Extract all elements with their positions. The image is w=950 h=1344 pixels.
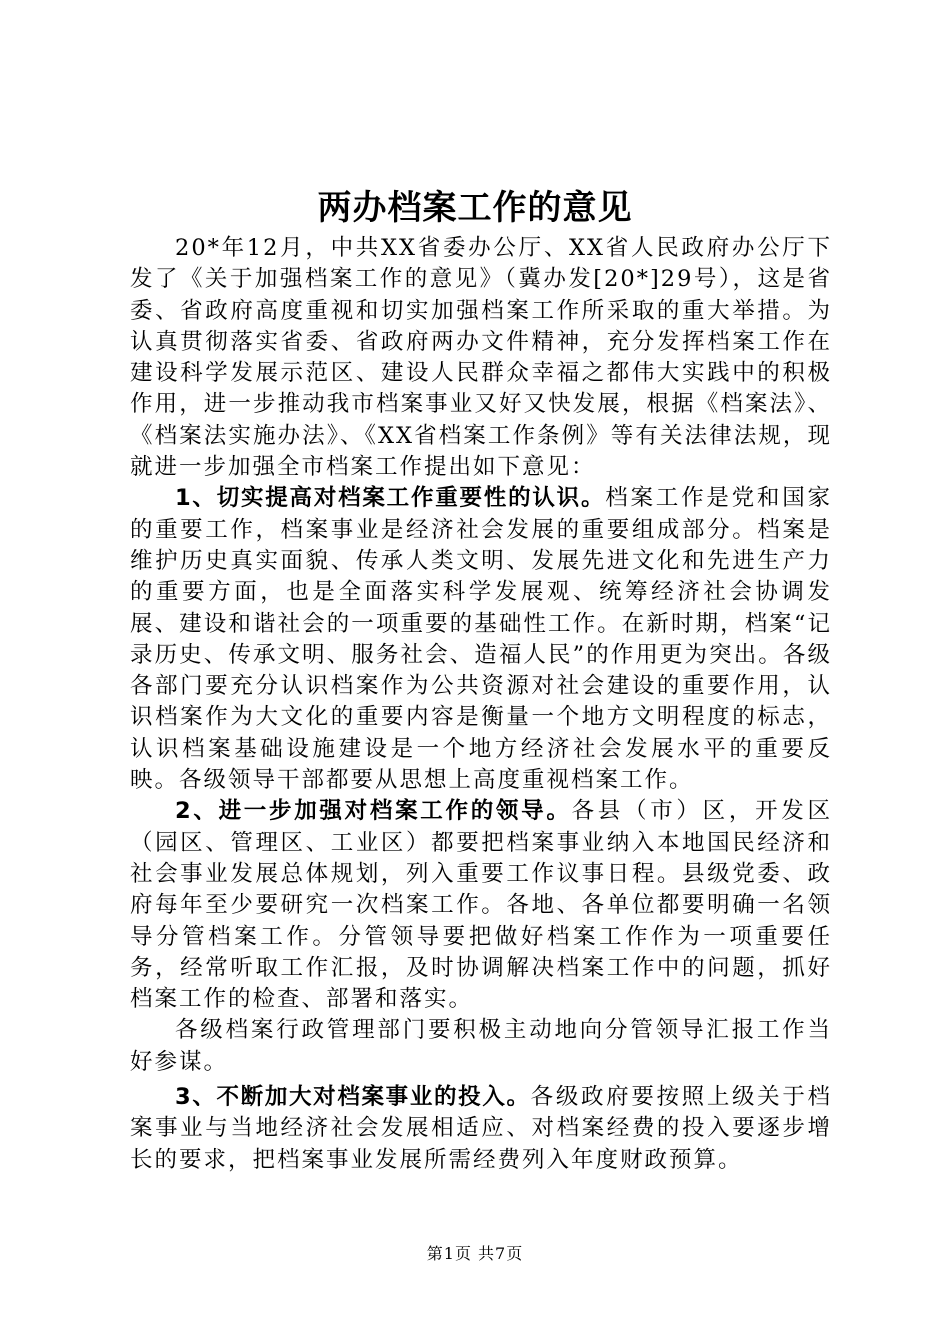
- document-title: 两办档案工作的意见: [317, 188, 633, 228]
- paragraph-text: 各县（市）区，开发区（园区、管理区、工业区）都要把档案事业纳入本地国民经济和社会事业发展总体规划，列入重要工作议事日程。县级党委、政府每年至少要研究一次档案工作。各地、各单位都要明确一名领导分管档案工作。分管领导要把做好档案工作作为一项重要任务，经常听取工作汇报，及时协调解决档案工作中的问题，抓好档案工作的检查、部署和落实。: [130, 798, 832, 1013]
- paragraph-text: 各级档案行政管理部门要积极主动地向分管领导汇报工作当好参谋。: [130, 1017, 832, 1075]
- section-heading: 3、不断加大对档案事业的投入。: [175, 1084, 531, 1111]
- paragraph-section-2: [130, 796, 832, 1015]
- page-number: 第1页 共7页: [426, 1244, 524, 1263]
- document-body: [130, 233, 832, 1176]
- paragraph-text: 档案工作是党和国家的重要工作，档案事业是经济社会发展的重要组成部分。档案是维护历史真实面貌、传承人类文明、发展先进文化和先进生产力的重要方面，也是全面落实科学发展观、统筹经济社会协调发展、建设和谐社会的一项重要的基础性工作。在新时期，档案“记录历史、传承文明、服务社会、造福人民”的作用更为突出。各级各部门要充分认识档案作为公共资源对社会建设的重要作用，认识档案作为大文化的重要内容是衡量一个地方文明程度的标志，认识档案基础设施建设是一个地方经济社会发展水平的重要反映。各级领导干部都要从思想上高度重视档案工作。: [130, 485, 832, 794]
- paragraph-section-3: [130, 1082, 832, 1176]
- paragraph-intro: [130, 233, 832, 483]
- paragraph-text: 20*年12月，中共XX省委办公厅、XX省人民政府办公厅下发了《关于加强档案工作的意见》（冀办发[20*]29号），这是省委、省政府高度重视和切实加强档案工作所采取的重大举措。为认真贯彻落实省委、省政府两办文件精神，充分发挥档案工作在建设科学发展示范区、建设人民群众幸福之都伟大实践中的积极作用，进一步推动我市档案事业又好又快发展，根据《档案法》、《档案法实施办法》、《XX省档案工作条例》等有关法律法规，现就进一步加强全市档案工作提出如下意见：: [130, 235, 832, 481]
- section-heading: 1、切实提高对档案工作重要性的认识。: [175, 485, 606, 512]
- section-heading: 2、进一步加强对档案工作的领导。: [175, 798, 572, 825]
- paragraph-section-1: [130, 483, 832, 796]
- paragraph-text: 各级政府要按照上级关于档案事业与当地经济社会发展相适应、对档案经费的投入要逐步增长的要求，把档案事业发展所需经费列入年度财政预算。: [130, 1084, 832, 1173]
- paragraph-section-2-note: [130, 1015, 832, 1078]
